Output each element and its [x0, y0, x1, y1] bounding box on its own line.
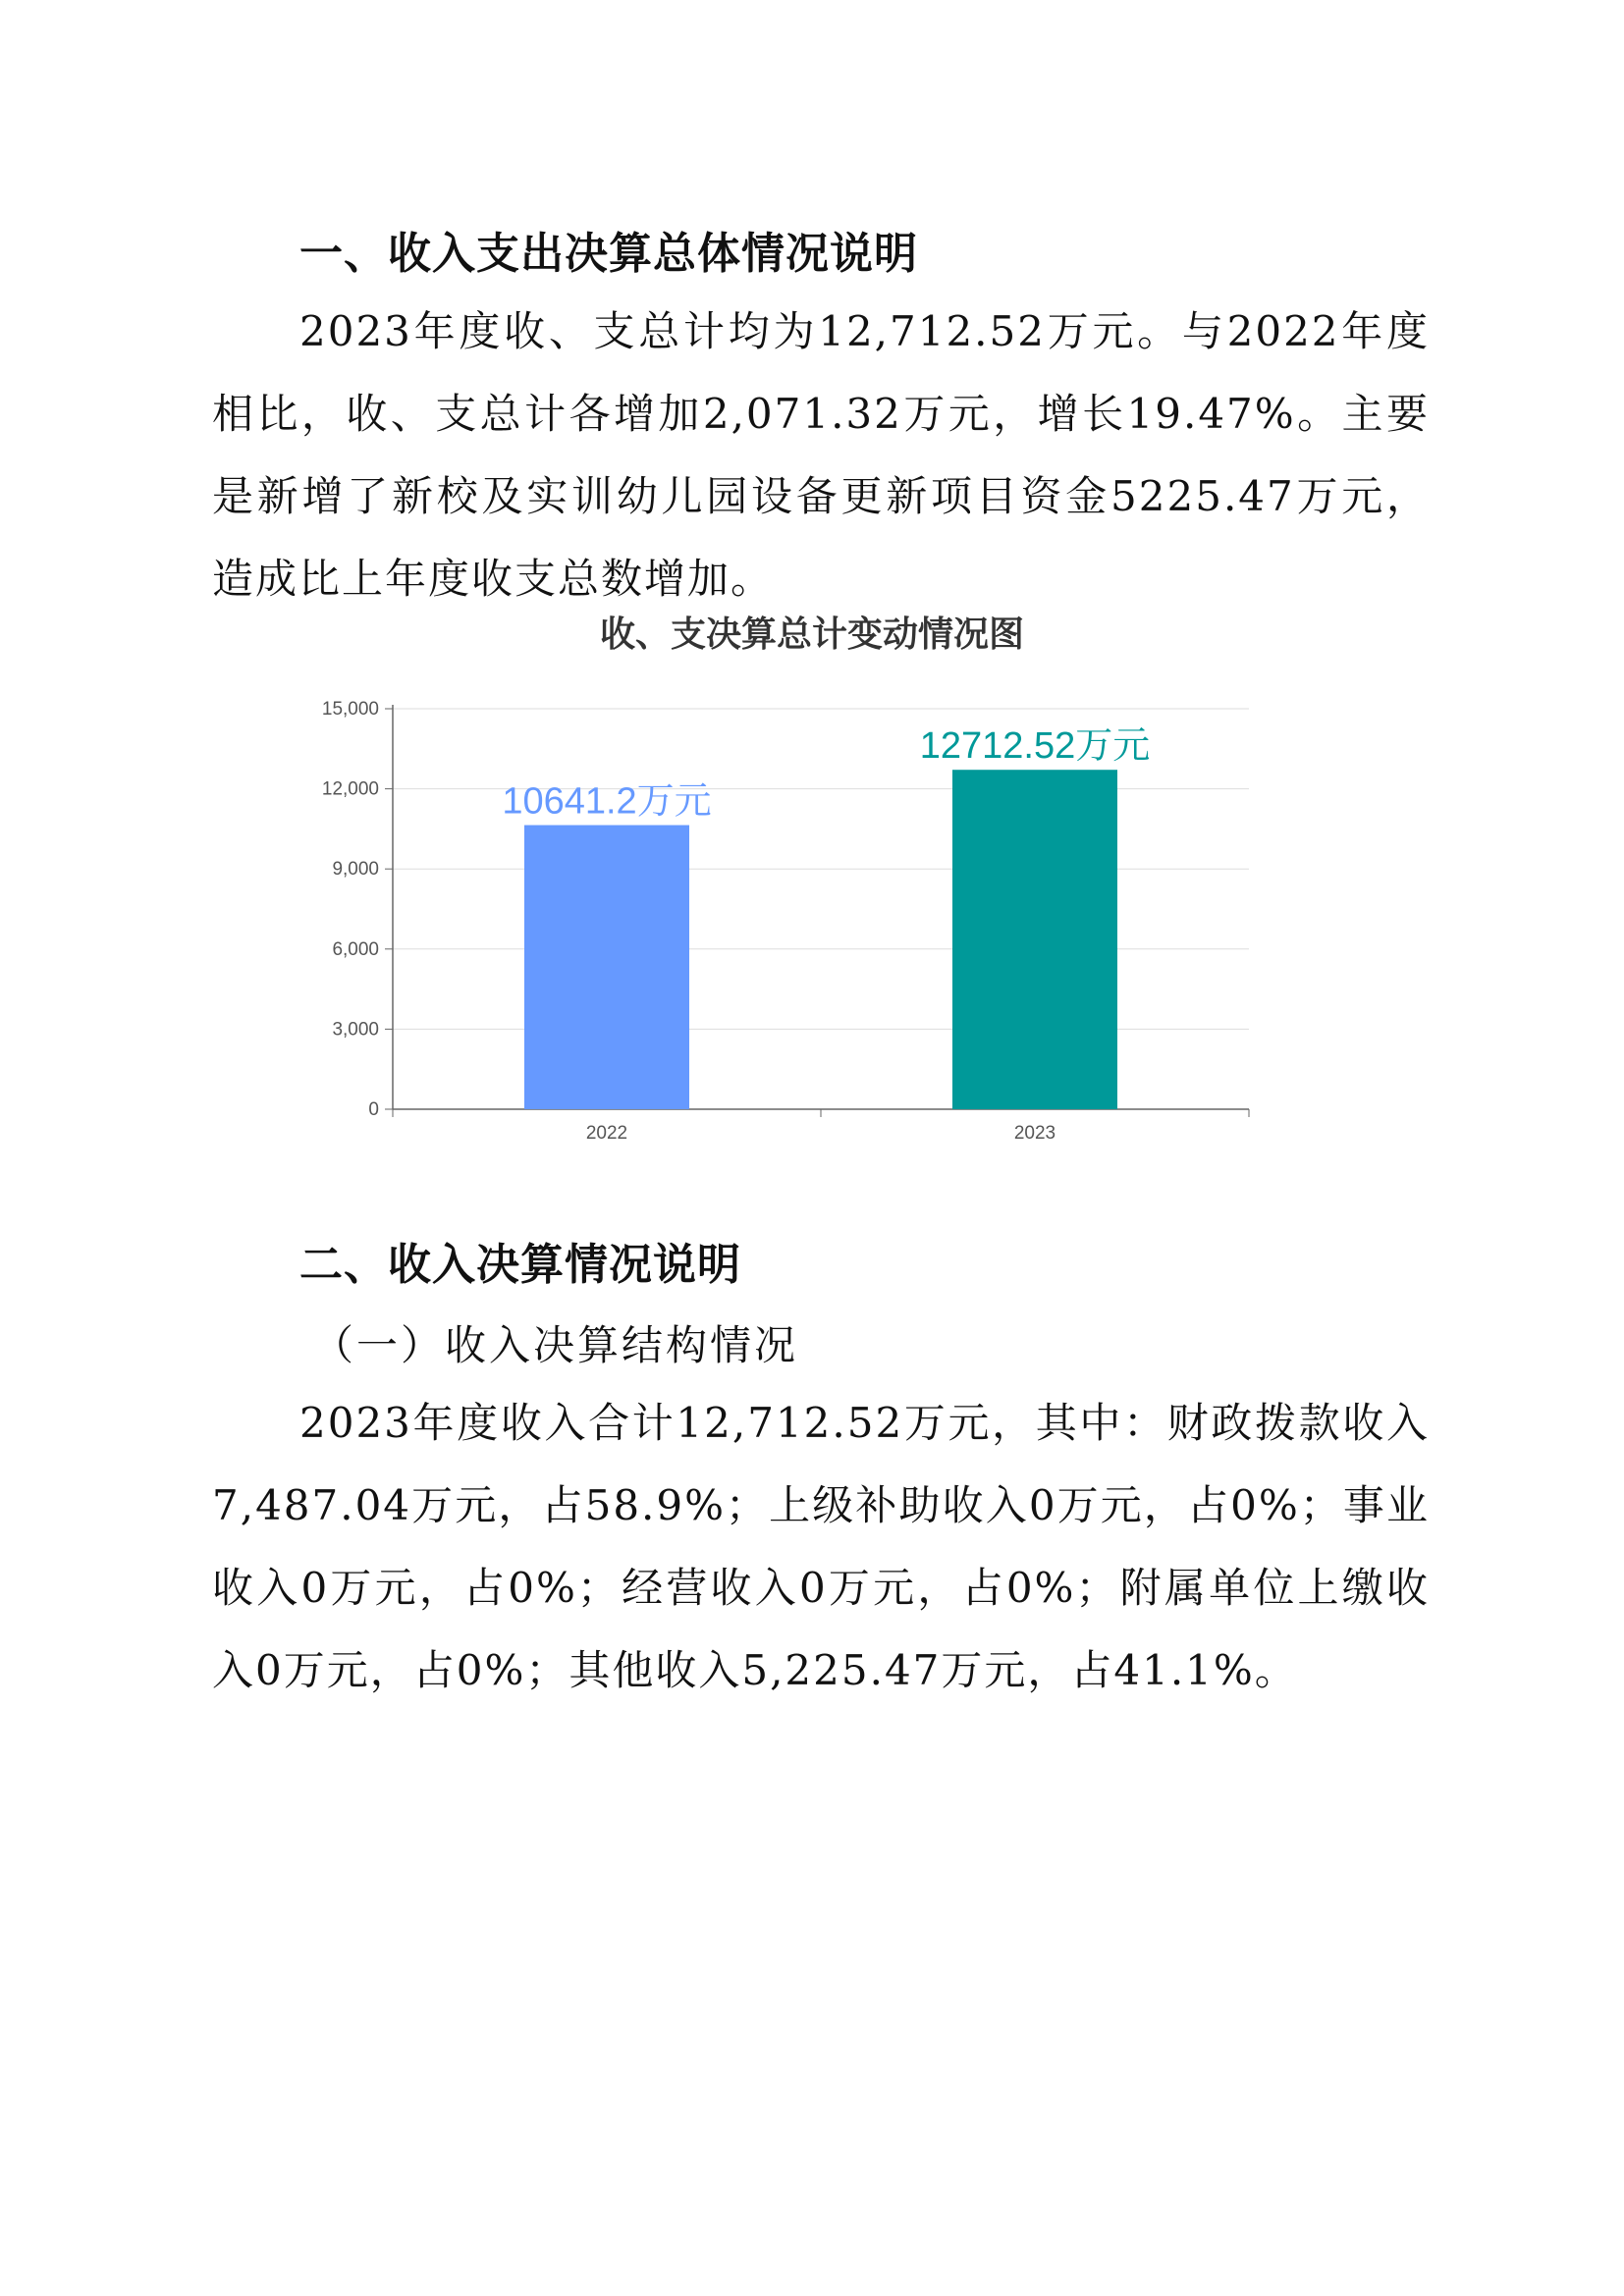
section2-heading: 二、收入决算情况说明: [299, 1240, 741, 1290]
chart-title: 收、支决算总计变动情况图: [599, 614, 1024, 655]
section2-paragraph: 2023年度收入合计12,712.52万元，其中：财政拨款收入7,487.04万元，占58.9%；上级补助收入0万元，占0%；事业收入0万元，占0%；经营收入0万元，占0%；附属单位上缴收入0万元，占0%；其他收入5,225.47万元，占41.1%。: [212, 1399, 1430, 1694]
data-label-2022: 10641.2万元: [502, 780, 712, 823]
x-tick-label: 2023: [1013, 1123, 1056, 1144]
y-tick-label: 3,000: [332, 1019, 379, 1041]
section2-subheading: （一）收入决算结构情况: [312, 1321, 799, 1369]
y-tick-label: 6,000: [332, 938, 379, 960]
data-label-2023: 12712.52万元: [919, 725, 1151, 768]
y-tick-label: 15,000: [321, 699, 379, 720]
bar-2023: [952, 770, 1117, 1109]
x-tick-label: 2022: [585, 1123, 628, 1144]
section1-heading: 一、收入支出决算总体情况说明: [299, 229, 918, 279]
y-tick-label: 9,000: [332, 859, 379, 881]
section1-paragraph: 2023年度收、支总计均为12,712.52万元。与2022年度相比，收、支总计各增加2,071.32万元，增长19.47%。主要是新增了新校及实训幼儿园设备更新项目资金5225.47万元，造成比上年度收支总数增加。: [212, 307, 1430, 603]
bar-2022: [524, 826, 689, 1109]
y-tick-label: 0: [368, 1099, 379, 1120]
y-tick-label: 12,000: [321, 778, 379, 800]
